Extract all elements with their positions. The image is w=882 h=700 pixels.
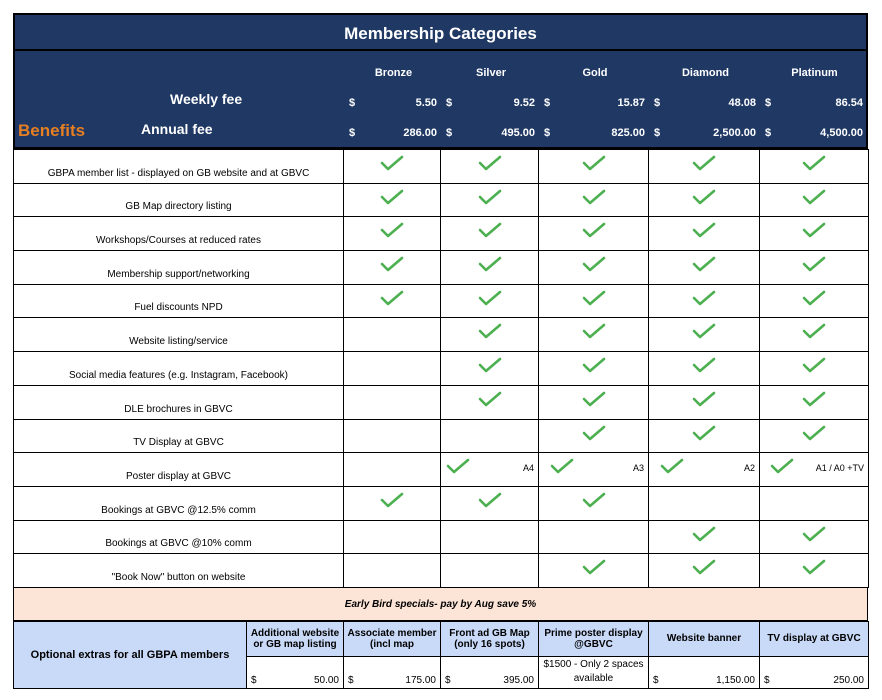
benefit-row — [14, 554, 869, 588]
benefit-cell — [649, 217, 760, 251]
benefit-cell — [760, 419, 869, 453]
benefit-row — [14, 284, 869, 318]
poster-size-tag: A4 — [522, 463, 534, 474]
benefit-cell — [539, 217, 649, 251]
benefit-cell — [344, 284, 441, 318]
checkmark-icon — [478, 256, 502, 272]
extra-price: $ 175.00 — [344, 656, 441, 688]
poster-size-tag: A1 / A0 +TV — [815, 463, 864, 474]
checkmark-icon — [692, 155, 716, 171]
checkmark-icon — [380, 222, 404, 238]
checkmark-icon — [582, 256, 606, 272]
benefit-cell — [539, 150, 649, 184]
benefit-cell — [649, 352, 760, 386]
checkmark-icon — [692, 357, 716, 373]
benefit-cell — [539, 486, 649, 520]
benefit-cell — [539, 352, 649, 386]
checkmark-icon — [380, 256, 404, 272]
checkmark-icon — [692, 526, 716, 542]
checkmark-icon — [802, 559, 826, 575]
benefit-cell — [441, 486, 539, 520]
poster-size-tag: A2 — [743, 463, 755, 474]
benefit-row — [14, 419, 869, 453]
checkmark-icon — [478, 357, 502, 373]
benefit-cell — [760, 486, 869, 520]
weekly-fee-label: Weekly fee — [170, 91, 243, 107]
checkmark-icon — [692, 559, 716, 575]
checkmark-icon — [692, 222, 716, 238]
benefit-cell — [649, 251, 760, 285]
benefit-cell — [760, 554, 869, 588]
benefit-cell — [344, 150, 441, 184]
checkmark-icon — [582, 559, 606, 575]
checkmark-icon — [582, 189, 606, 205]
benefit-cell — [441, 554, 539, 588]
tier-name-silver: Silver — [476, 67, 506, 79]
checkmark-icon — [802, 189, 826, 205]
checkmark-icon — [478, 323, 502, 339]
checkmark-icon — [550, 458, 574, 474]
extra-price: $ 250.00 — [760, 656, 869, 688]
benefit-label: Workshops/Courses at reduced rates — [14, 217, 344, 251]
checkmark-icon — [478, 492, 502, 508]
benefit-row — [14, 486, 869, 520]
checkmark-icon — [802, 357, 826, 373]
benefit-row — [14, 150, 869, 184]
checkmark-icon — [692, 290, 716, 306]
extra-price: $ 395.00 — [441, 656, 539, 688]
checkmark-icon — [582, 357, 606, 373]
benefit-cell — [649, 453, 760, 487]
checkmark-icon — [582, 492, 606, 508]
extra-price: $ 50.00 — [247, 656, 344, 688]
benefit-cell — [344, 419, 441, 453]
benefit-cell — [649, 385, 760, 419]
benefit-label: GBPA member list - displayed on GB website and at GBVC — [14, 150, 344, 184]
benefit-label: TV Display at GBVC — [14, 419, 344, 453]
checkmark-icon — [802, 290, 826, 306]
benefit-cell — [760, 251, 869, 285]
benefit-cell — [649, 554, 760, 588]
benefit-cell — [441, 183, 539, 217]
benefit-cell — [441, 352, 539, 386]
checkmark-icon — [582, 222, 606, 238]
benefit-cell — [649, 183, 760, 217]
benefit-label: Website listing/service — [14, 318, 344, 352]
checkmark-icon — [802, 323, 826, 339]
benefit-cell — [539, 453, 649, 487]
annual-fee-label: Annual fee — [141, 121, 213, 137]
checkmark-icon — [770, 458, 794, 474]
benefit-cell — [441, 150, 539, 184]
page-title: Membership Categories — [13, 13, 868, 51]
benefit-cell — [649, 520, 760, 554]
benefit-cell — [760, 150, 869, 184]
optional-extras-table — [13, 621, 869, 689]
benefit-row — [14, 453, 869, 487]
benefit-cell — [760, 352, 869, 386]
checkmark-icon — [692, 391, 716, 407]
checkmark-icon — [802, 391, 826, 407]
checkmark-icon — [802, 425, 826, 441]
benefit-cell — [344, 183, 441, 217]
benefit-cell — [649, 486, 760, 520]
benefit-cell — [441, 251, 539, 285]
benefit-cell — [760, 217, 869, 251]
benefit-cell — [441, 318, 539, 352]
tier-name-bronze: Bronze — [374, 67, 413, 79]
benefit-cell — [441, 453, 539, 487]
benefit-cell — [344, 217, 441, 251]
benefit-cell — [441, 385, 539, 419]
extra-header: Additional website or GB map listing — [247, 621, 344, 656]
checkmark-icon — [478, 189, 502, 205]
benefit-cell — [760, 385, 869, 419]
benefit-label: Poster display at GBVC — [14, 453, 344, 487]
benefit-label: Social media features (e.g. Instagram, Facebook) — [14, 352, 344, 386]
extra-header: Associate member (incl map — [344, 621, 441, 656]
extra-header: Prime poster display @GBVC — [539, 621, 649, 656]
benefit-label: Bookings at GBVC @10% comm — [14, 520, 344, 554]
checkmark-icon — [692, 425, 716, 441]
extra-header: Front ad GB Map (only 16 spots) — [441, 621, 539, 656]
benefit-cell — [344, 520, 441, 554]
benefit-cell — [539, 318, 649, 352]
benefit-label: GB Map directory listing — [14, 183, 344, 217]
benefit-cell — [539, 284, 649, 318]
benefit-cell — [539, 520, 649, 554]
checkmark-icon — [582, 391, 606, 407]
benefit-row — [14, 251, 869, 285]
benefit-row — [14, 318, 869, 352]
checkmark-icon — [802, 155, 826, 171]
benefit-cell — [649, 419, 760, 453]
benefit-cell — [539, 419, 649, 453]
benefit-row — [14, 385, 869, 419]
checkmark-icon — [802, 526, 826, 542]
benefit-cell — [344, 318, 441, 352]
benefit-cell — [649, 284, 760, 318]
checkmark-icon — [380, 155, 404, 171]
checkmark-icon — [380, 290, 404, 306]
benefit-cell — [344, 385, 441, 419]
extra-price: $ 1,150.00 — [649, 656, 760, 688]
benefit-cell — [539, 554, 649, 588]
benefit-cell — [539, 183, 649, 217]
extra-header: Website banner — [649, 621, 760, 656]
checkmark-icon — [692, 256, 716, 272]
checkmark-icon — [478, 222, 502, 238]
tier-name-gold: Gold — [582, 67, 608, 79]
checkmark-icon — [802, 256, 826, 272]
extra-header: TV display at GBVC — [760, 621, 869, 656]
extra-note: $1500 - Only 2 spaces available — [539, 656, 649, 688]
checkmark-icon — [478, 290, 502, 306]
benefit-cell — [344, 486, 441, 520]
benefit-row — [14, 183, 869, 217]
checkmark-icon — [582, 323, 606, 339]
benefit-cell — [760, 183, 869, 217]
checkmark-icon — [802, 222, 826, 238]
benefit-cell — [441, 284, 539, 318]
checkmark-icon — [582, 425, 606, 441]
early-bird-banner: Early Bird specials- pay by Aug save 5% — [13, 588, 868, 621]
tier-header: Benefits Weekly fee Annual fee Bronze Silver Gold Diamond Platinum $ 5.50 $ 9.52 $ 15.87 $ 48.08 $ 86.54 $ 286.00 $ 495.00 $ 825.00 $ 2,500.00 $ 4,500.00 — [13, 51, 868, 149]
checkmark-icon — [582, 290, 606, 306]
optional-extras-label: Optional extras for all GBPA members — [14, 621, 247, 688]
benefit-cell — [760, 318, 869, 352]
checkmark-icon — [380, 492, 404, 508]
checkmark-icon — [692, 323, 716, 339]
benefit-label: "Book Now" button on website — [14, 554, 344, 588]
benefit-row — [14, 520, 869, 554]
benefit-cell — [649, 150, 760, 184]
checkmark-icon — [478, 155, 502, 171]
checkmark-icon — [582, 155, 606, 171]
benefit-cell — [344, 453, 441, 487]
benefit-cell — [344, 352, 441, 386]
benefit-cell — [539, 251, 649, 285]
poster-size-tag: A3 — [632, 463, 644, 474]
benefit-label: Fuel discounts NPD — [14, 284, 344, 318]
benefits-label: Benefits — [18, 121, 86, 140]
benefit-cell — [441, 217, 539, 251]
benefit-cell — [539, 385, 649, 419]
checkmark-icon — [660, 458, 684, 474]
tier-name-diamond: Diamond — [681, 67, 730, 79]
checkmark-icon — [692, 189, 716, 205]
benefit-label: Bookings at GBVC @12.5% comm — [14, 486, 344, 520]
membership-sheet — [13, 13, 868, 689]
benefit-cell — [760, 520, 869, 554]
benefits-table — [13, 149, 869, 588]
benefit-label: Membership support/networking — [14, 251, 344, 285]
benefit-cell — [441, 419, 539, 453]
checkmark-icon — [478, 391, 502, 407]
benefit-cell — [649, 318, 760, 352]
benefit-row — [14, 217, 869, 251]
benefit-cell — [760, 284, 869, 318]
benefit-cell — [760, 453, 869, 487]
tier-name-platinum: Platinum — [791, 67, 838, 79]
benefit-cell — [441, 520, 539, 554]
benefit-cell — [344, 554, 441, 588]
benefit-row — [14, 352, 869, 386]
benefit-cell — [344, 251, 441, 285]
benefit-label: DLE brochures in GBVC — [14, 385, 344, 419]
checkmark-icon — [446, 458, 470, 474]
checkmark-icon — [380, 189, 404, 205]
